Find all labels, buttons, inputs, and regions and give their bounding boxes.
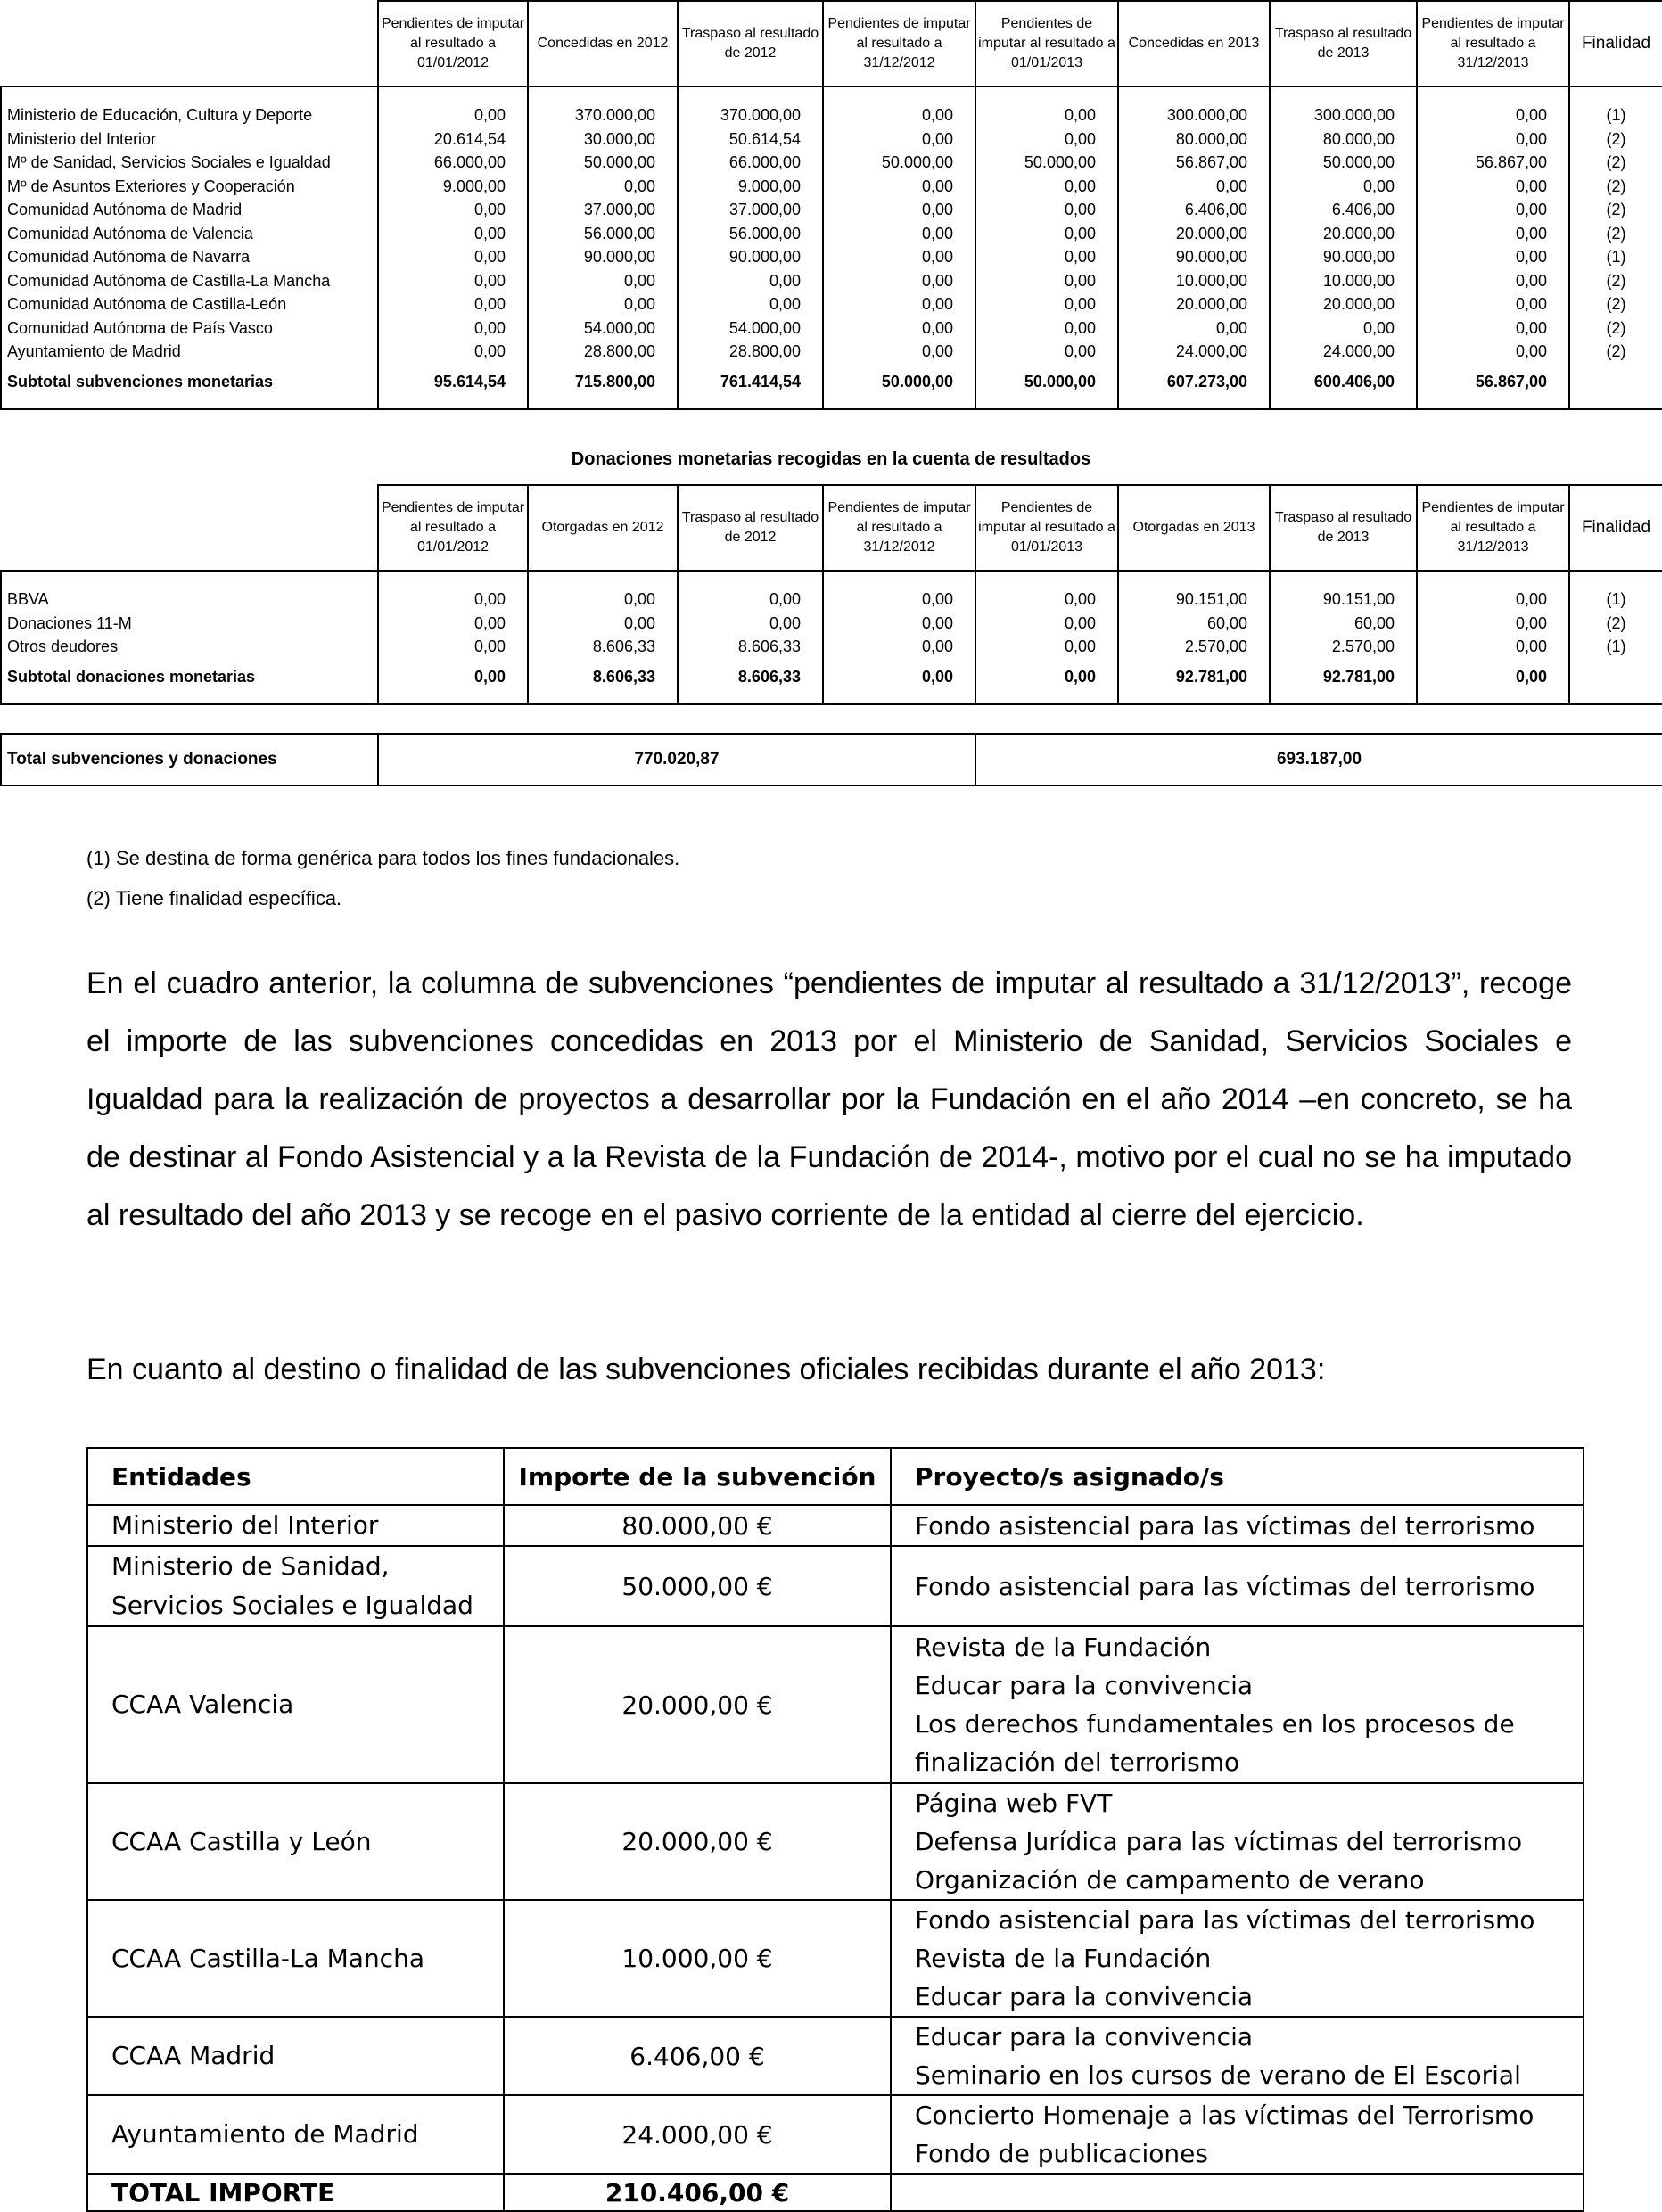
cell: 8.606,33 <box>528 635 678 659</box>
row-label: Comunidad Autónoma de Castilla-La Mancha <box>1 269 378 293</box>
amount-cell: 10.000,00 € <box>504 1900 891 2017</box>
col-header: Pendientes de imputar al resultado a 31/12/2013 <box>1417 485 1569 571</box>
finalidad-cell: (1) <box>1569 588 1662 612</box>
subtotal-cell: 8.606,33 <box>528 659 678 704</box>
table-row <box>1 635 1662 659</box>
footnote-2: (2) Tiene finalidad específica. <box>86 887 342 909</box>
cell: 0,00 <box>975 245 1118 269</box>
row-label: Ayuntamiento de Madrid <box>1 340 378 364</box>
cell: 0,00 <box>378 245 528 269</box>
total-empty <box>891 2174 1584 2211</box>
cell: 0,00 <box>975 198 1118 222</box>
cell: 90.151,00 <box>1118 588 1270 612</box>
cell: 50.000,00 <box>528 151 678 175</box>
table-row <box>87 1546 1584 1626</box>
project-item: Educar para la convivencia <box>915 2022 1254 2052</box>
cell: 10.000,00 <box>1270 269 1417 293</box>
subtotal-row <box>1 364 1662 409</box>
cell: 50.000,00 <box>823 151 975 175</box>
donations-caption: Donaciones monetarias recogidas en la cuenta de resultados <box>571 449 1091 469</box>
cell: 0,00 <box>975 340 1118 364</box>
cell: 0,00 <box>528 612 678 636</box>
cell: 60,00 <box>1118 612 1270 636</box>
cell: 0,00 <box>823 103 975 127</box>
amount-cell: 20.000,00 € <box>504 1626 891 1783</box>
cell: 0,00 <box>975 292 1118 317</box>
project-item: Educar para la convivencia <box>915 1982 1254 2011</box>
col-header: Otorgadas en 2012 <box>528 485 678 571</box>
cell: 0,00 <box>378 222 528 246</box>
cell: 80.000,00 <box>1118 127 1270 152</box>
col-header-entities: Entidades <box>87 1448 504 1505</box>
grand-total-2013: 693.187,00 <box>975 734 1662 785</box>
row-label: Ministerio del Interior <box>1 127 378 152</box>
subtotal-cell <box>1569 364 1662 409</box>
cell: 60,00 <box>1270 612 1417 636</box>
cell: 0,00 <box>1417 222 1569 246</box>
cell: 56.000,00 <box>528 222 678 246</box>
project-item: Seminario en los cursos de verano de El Escorial <box>915 2060 1521 2090</box>
col-header-projects: Proyecto/s asignado/s <box>891 1448 1584 1505</box>
total-amount: 210.406,00 € <box>504 2174 891 2211</box>
cell: 0,00 <box>975 612 1118 636</box>
table-row <box>1 127 1662 152</box>
table-row <box>1 269 1662 293</box>
table-row <box>1 340 1662 364</box>
cell: 0,00 <box>678 269 823 293</box>
entity-cell: CCAA Madrid <box>87 2017 504 2095</box>
subtotal-cell: 0,00 <box>1417 659 1569 704</box>
cell: 66.000,00 <box>678 151 823 175</box>
finalidad-cell: (2) <box>1569 612 1662 636</box>
col-header: Pendientes de imputar al resultado a 01/01/2013 <box>975 1 1118 86</box>
cell: 0,00 <box>1417 612 1569 636</box>
cell: 300.000,00 <box>1270 103 1417 127</box>
cell: 20.614,54 <box>378 127 528 152</box>
cell: 300.000,00 <box>1118 103 1270 127</box>
col-header: Traspaso al resultado de 2013 <box>1270 1 1417 86</box>
subtotal-cell: 95.614,54 <box>378 364 528 409</box>
table-row <box>87 1900 1584 2017</box>
amount-cell: 80.000,00 € <box>504 1505 891 1546</box>
subtotal-row <box>1 659 1662 704</box>
row-label: Comunidad Autónoma de Navarra <box>1 245 378 269</box>
cell: 0,00 <box>1417 103 1569 127</box>
grand-total-label: Total subvenciones y donaciones <box>1 734 378 785</box>
table-row <box>87 1626 1584 1783</box>
cell: 80.000,00 <box>1270 127 1417 152</box>
projects-cell <box>891 1546 1584 1626</box>
donations-table <box>0 484 1662 705</box>
cell: 0,00 <box>1417 245 1569 269</box>
cell: 50.000,00 <box>975 151 1118 175</box>
table-row <box>87 2095 1584 2174</box>
row-label: Mº de Asuntos Exteriores y Cooperación <box>1 175 378 199</box>
subtotal-cell: 92.781,00 <box>1118 659 1270 704</box>
cell: 66.000,00 <box>378 151 528 175</box>
cell: 56.000,00 <box>678 222 823 246</box>
col-header: Pendientes de imputar al resultado a 31/12/2012 <box>823 1 975 86</box>
cell: 0,00 <box>1417 198 1569 222</box>
footnote-1: (1) Se destina de forma genérica para todos los fines fundacionales. <box>86 847 680 869</box>
table-row <box>1 317 1662 341</box>
cell: 0,00 <box>823 269 975 293</box>
finalidad-cell: (2) <box>1569 151 1662 175</box>
table-row <box>1 103 1662 127</box>
grand-total-2012: 770.020,87 <box>378 734 975 785</box>
cell: 56.867,00 <box>1417 151 1569 175</box>
project-item: Fondo asistencial para las víctimas del terrorismo <box>915 1510 1535 1541</box>
cell: 0,00 <box>1118 175 1270 199</box>
cell: 0,00 <box>1270 175 1417 199</box>
project-item: Los derechos fundamentales en los procesos de finalización del terrorismo <box>915 1709 1515 1777</box>
subtotal-cell: 56.867,00 <box>1417 364 1569 409</box>
cell: 0,00 <box>1417 588 1569 612</box>
subtotal-cell: 50.000,00 <box>975 364 1118 409</box>
cell: 0,00 <box>975 103 1118 127</box>
subtotal-cell: 0,00 <box>975 659 1118 704</box>
finalidad-cell: (2) <box>1569 340 1662 364</box>
table-row <box>1 245 1662 269</box>
table-row <box>1 151 1662 175</box>
cell: 2.570,00 <box>1118 635 1270 659</box>
cell: 0,00 <box>1417 269 1569 293</box>
cell: 0,00 <box>378 269 528 293</box>
cell: 0,00 <box>975 317 1118 341</box>
project-item: Concierto Homenaje a las víctimas del Terrorismo <box>915 2101 1534 2130</box>
cell: 0,00 <box>823 198 975 222</box>
entity-cell: Ministerio del Interior <box>87 1505 504 1546</box>
finalidad-cell: (1) <box>1569 103 1662 127</box>
cell: 10.000,00 <box>1118 269 1270 293</box>
finalidad-cell: (2) <box>1569 317 1662 341</box>
subtotal-label: Subtotal donaciones monetarias <box>1 659 378 704</box>
table-row <box>1 175 1662 199</box>
amount-cell: 24.000,00 € <box>504 2095 891 2174</box>
row-label: Comunidad Autónoma de Madrid <box>1 198 378 222</box>
total-label: TOTAL IMPORTE <box>87 2174 504 2211</box>
cell: 0,00 <box>678 292 823 317</box>
col-header: Pendientes de imputar al resultado a 31/12/2013 <box>1417 1 1569 86</box>
col-header-amount: Importe de la subvención <box>504 1448 891 1505</box>
table-row <box>87 1783 1584 1900</box>
col-header: Concedidas en 2013 <box>1118 1 1270 86</box>
finalidad-cell: (1) <box>1569 245 1662 269</box>
project-item: Defensa Jurídica para las víctimas del terrorismo <box>915 1827 1523 1856</box>
cell: 0,00 <box>1417 340 1569 364</box>
cell: 24.000,00 <box>1118 340 1270 364</box>
cell: 0,00 <box>1118 317 1270 341</box>
projects-cell <box>891 1626 1584 1783</box>
finalidad-cell: (2) <box>1569 198 1662 222</box>
finalidad-cell: (1) <box>1569 635 1662 659</box>
cell: 0,00 <box>528 175 678 199</box>
cell: 0,00 <box>823 222 975 246</box>
cell: 30.000,00 <box>528 127 678 152</box>
cell: 0,00 <box>378 317 528 341</box>
cell: 0,00 <box>378 635 528 659</box>
finalidad-cell: (2) <box>1569 222 1662 246</box>
table-row <box>1 292 1662 317</box>
project-item: Fondo de publicaciones <box>915 2139 1208 2168</box>
cell: 6.406,00 <box>1118 198 1270 222</box>
cell: 0,00 <box>528 292 678 317</box>
grand-total-table <box>0 733 1662 786</box>
cell: 0,00 <box>378 612 528 636</box>
cell: 0,00 <box>1417 635 1569 659</box>
subsidies-table <box>0 0 1662 410</box>
row-label: Otros deudores <box>1 635 378 659</box>
cell: 0,00 <box>678 612 823 636</box>
cell: 0,00 <box>975 222 1118 246</box>
finalidad-cell: (2) <box>1569 269 1662 293</box>
cell: 0,00 <box>823 127 975 152</box>
subtotal-cell: 50.000,00 <box>823 364 975 409</box>
entity-cell: CCAA Valencia <box>87 1626 504 1783</box>
cell: 0,00 <box>975 635 1118 659</box>
subtotal-cell: 715.800,00 <box>528 364 678 409</box>
col-header: Pendientes de imputar al resultado a 01/01/2013 <box>975 485 1118 571</box>
cell: 0,00 <box>975 269 1118 293</box>
cell: 0,00 <box>823 317 975 341</box>
cell: 0,00 <box>1417 127 1569 152</box>
col-header: Pendientes de imputar al resultado a 31/12/2012 <box>823 485 975 571</box>
cell: 0,00 <box>1270 317 1417 341</box>
col-header-finalidad: Finalidad <box>1569 1 1662 86</box>
cell: 56.867,00 <box>1118 151 1270 175</box>
cell: 50.000,00 <box>1270 151 1417 175</box>
subtotal-cell: 92.781,00 <box>1270 659 1417 704</box>
cell: 9.000,00 <box>378 175 528 199</box>
projects-cell <box>891 1783 1584 1900</box>
total-row <box>87 2174 1584 2211</box>
amount-cell: 20.000,00 € <box>504 1783 891 1900</box>
project-item: Página web FVT <box>915 1789 1113 1818</box>
row-label: Ministerio de Educación, Cultura y Deporte <box>1 103 378 127</box>
cell: 0,00 <box>1417 317 1569 341</box>
cell: 0,00 <box>975 588 1118 612</box>
row-label: Comunidad Autónoma de País Vasco <box>1 317 378 341</box>
subtotal-cell <box>1569 659 1662 704</box>
entity-cell: Ayuntamiento de Madrid <box>87 2095 504 2174</box>
col-header: Concedidas en 2012 <box>528 1 678 86</box>
cell: 0,00 <box>678 588 823 612</box>
subtotal-cell: 607.273,00 <box>1118 364 1270 409</box>
cell: 0,00 <box>975 127 1118 152</box>
row-label: Comunidad Autónoma de Valencia <box>1 222 378 246</box>
header-blank <box>1 485 378 571</box>
cell: 90.000,00 <box>678 245 823 269</box>
cell: 0,00 <box>823 245 975 269</box>
cell: 90.000,00 <box>528 245 678 269</box>
cell: 0,00 <box>378 588 528 612</box>
cell: 0,00 <box>823 340 975 364</box>
cell: 9.000,00 <box>678 175 823 199</box>
row-label: Mº de Sanidad, Servicios Sociales e Igualdad <box>1 151 378 175</box>
col-header: Traspaso al resultado de 2013 <box>1270 485 1417 571</box>
cell: 370.000,00 <box>528 103 678 127</box>
explanatory-paragraph: En el cuadro anterior, la columna de subvenciones “pendientes de imputar al resultado a 31/12/2013”, recoge el importe de las subvenciones concedidas en 2013 por el Ministerio de Sanidad, Servicios Sociales e Igualdad para la realización de proyectos a desarrollar por la Fundación en el año 2014 –en concreto, se ha de destinar al Fondo Asistencial y a la Revista de la Fundación de 2014-, motivo por el cual no se ha imputado al resultado del año 2013 y se recoge en el pasivo corriente de la entidad al cierre del ejercicio. <box>86 966 1572 1232</box>
projects-cell <box>891 1900 1584 2017</box>
table-row <box>1 588 1662 612</box>
row-label: Comunidad Autónoma de Castilla-León <box>1 292 378 317</box>
cell: 28.800,00 <box>678 340 823 364</box>
cell: 50.614,54 <box>678 127 823 152</box>
col-header: Pendientes de imputar al resultado a 01/01/2012 <box>378 1 528 86</box>
cell: 0,00 <box>1417 292 1569 317</box>
cell: 90.000,00 <box>1270 245 1417 269</box>
col-header: Traspaso al resultado de 2012 <box>678 485 823 571</box>
project-item: Educar para la convivencia <box>915 1671 1254 1700</box>
table-row <box>1 222 1662 246</box>
subtotal-label: Subtotal subvenciones monetarias <box>1 364 378 409</box>
cell: 0,00 <box>378 198 528 222</box>
project-item: Revista de la Fundación <box>915 1944 1212 1973</box>
cell: 0,00 <box>378 103 528 127</box>
cell: 2.570,00 <box>1270 635 1417 659</box>
cell: 37.000,00 <box>528 198 678 222</box>
cell: 0,00 <box>823 292 975 317</box>
cell: 54.000,00 <box>528 317 678 341</box>
cell: 20.000,00 <box>1118 292 1270 317</box>
finalidad-cell: (2) <box>1569 292 1662 317</box>
project-item: Fondo asistencial para las víctimas del terrorismo <box>915 1571 1535 1601</box>
cell: 0,00 <box>378 292 528 317</box>
entity-cell: CCAA Castilla y León <box>87 1783 504 1900</box>
subtotal-cell: 600.406,00 <box>1270 364 1417 409</box>
cell: 0,00 <box>823 635 975 659</box>
table-row <box>1 198 1662 222</box>
amount-cell: 50.000,00 € <box>504 1546 891 1626</box>
cell: 6.406,00 <box>1270 198 1417 222</box>
finalidad-cell: (2) <box>1569 127 1662 152</box>
subtotal-cell: 8.606,33 <box>678 659 823 704</box>
subtotal-cell: 761.414,54 <box>678 364 823 409</box>
cell: 0,00 <box>378 340 528 364</box>
finalidad-cell: (2) <box>1569 175 1662 199</box>
cell: 0,00 <box>528 588 678 612</box>
cell: 0,00 <box>975 175 1118 199</box>
col-header: Pendientes de imputar al resultado a 01/01/2012 <box>378 485 528 571</box>
cell: 24.000,00 <box>1270 340 1417 364</box>
table-row <box>87 1505 1584 1546</box>
cell: 37.000,00 <box>678 198 823 222</box>
col-header: Otorgadas en 2013 <box>1118 485 1270 571</box>
cell: 8.606,33 <box>678 635 823 659</box>
header-blank <box>1 1 378 86</box>
project-item: Revista de la Fundación <box>915 1632 1212 1662</box>
cell: 0,00 <box>823 175 975 199</box>
projects-cell <box>891 2095 1584 2174</box>
cell: 370.000,00 <box>678 103 823 127</box>
entity-cell: CCAA Castilla-La Mancha <box>87 1900 504 2017</box>
table-row <box>1 612 1662 636</box>
project-item: Fondo asistencial para las víctimas del terrorismo <box>915 1905 1535 1935</box>
cell: 0,00 <box>528 269 678 293</box>
entity-cell: Ministerio de Sanidad, Servicios Sociales e Igualdad <box>87 1546 504 1626</box>
cell: 90.151,00 <box>1270 588 1417 612</box>
cell: 20.000,00 <box>1270 292 1417 317</box>
col-header-finalidad: Finalidad <box>1569 485 1662 571</box>
projects-cell <box>891 1505 1584 1546</box>
cell: 28.800,00 <box>528 340 678 364</box>
cell: 20.000,00 <box>1270 222 1417 246</box>
cell: 20.000,00 <box>1118 222 1270 246</box>
subtotal-cell: 0,00 <box>378 659 528 704</box>
cell: 54.000,00 <box>678 317 823 341</box>
projects-cell <box>891 2017 1584 2095</box>
projects-table <box>86 1447 1584 2212</box>
intro-paragraph: En cuanto al destino o finalidad de las subvenciones oficiales recibidas durante el año 2013: <box>86 1353 1326 1386</box>
cell: 90.000,00 <box>1118 245 1270 269</box>
row-label: BBVA <box>1 588 378 612</box>
cell: 0,00 <box>823 612 975 636</box>
col-header: Traspaso al resultado de 2012 <box>678 1 823 86</box>
project-item: Organización de campamento de verano <box>915 1865 1425 1895</box>
subtotal-cell: 0,00 <box>823 659 975 704</box>
cell: 0,00 <box>823 588 975 612</box>
cell: 0,00 <box>1417 175 1569 199</box>
row-label: Donaciones 11-M <box>1 612 378 636</box>
amount-cell: 6.406,00 € <box>504 2017 891 2095</box>
table-row <box>87 2017 1584 2095</box>
